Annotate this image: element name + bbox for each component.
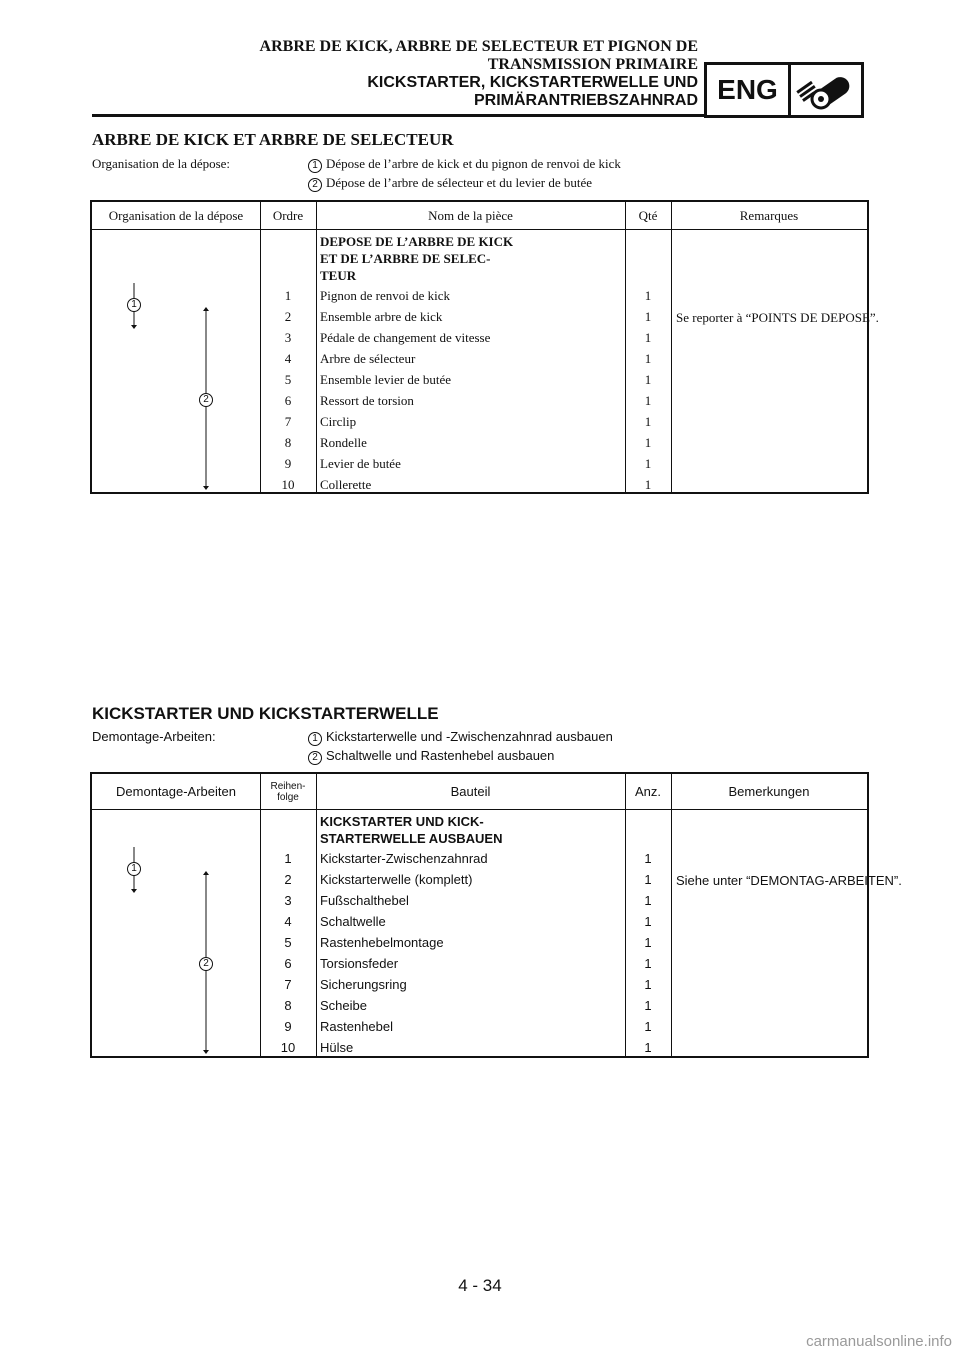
row-part-name: Levier de butée — [320, 456, 401, 471]
row-quantity: 1 — [644, 998, 652, 1013]
col-header-line: Reihen- — [270, 780, 306, 792]
col-header: Qté — [638, 207, 658, 223]
row-part-name: Sicherungsring — [320, 977, 407, 992]
table-header — [92, 202, 867, 230]
group-title-line: KICKSTARTER UND KICK- — [320, 814, 484, 829]
header-line-4: PRIMÄRANTRIEBSZAHNRAD — [474, 92, 698, 109]
group-title-line: DEPOSE DE L’ARBRE DE KICK — [320, 234, 514, 249]
row-quantity: 1 — [644, 935, 652, 950]
row-order: 1 — [284, 288, 292, 303]
col-header-line: folge — [277, 791, 299, 803]
row-order: 8 — [284, 998, 292, 1013]
row-order: 2 — [284, 872, 292, 887]
row-order: 9 — [284, 1019, 292, 1034]
header-line-3: KICKSTARTER, KICKSTARTERWELLE UND — [367, 74, 698, 91]
row-quantity: 1 — [644, 372, 652, 387]
step-marker-2: 2 — [199, 393, 213, 407]
step-marker-2: 2 — [308, 751, 322, 765]
row-part-name: Scheibe — [320, 998, 367, 1013]
engine-piston-icon — [791, 65, 861, 115]
group-title — [320, 233, 513, 284]
table-body — [92, 229, 879, 492]
org-item-text: Kickstarterwelle und -Zwischenzahnrad ausbauen — [326, 729, 613, 744]
row-part-name: Kickstarterwelle (komplett) — [320, 872, 473, 887]
org-item — [308, 727, 613, 746]
row-order: 8 — [284, 435, 292, 450]
row-quantity: 1 — [644, 288, 652, 303]
col-header: Nom de la pièce — [428, 207, 513, 223]
watermark: carmanualsonline.info — [806, 1333, 952, 1350]
row-order: 6 — [284, 393, 292, 408]
col-header: Demontage-Arbeiten — [116, 784, 236, 799]
col-header: Remarques — [739, 207, 799, 223]
row-part-name: Arbre de sélecteur — [320, 351, 416, 366]
col-header: Ordre — [272, 207, 304, 223]
row-part-name: Kickstarter-Zwischenzahnrad — [320, 851, 488, 866]
row-part-name: Collerette — [320, 477, 372, 492]
row-quantity: 1 — [644, 393, 652, 408]
org-item — [308, 746, 613, 765]
row-order: 9 — [284, 456, 292, 471]
table-body — [92, 809, 902, 1056]
header-title — [260, 38, 698, 110]
row-quantity: 1 — [644, 351, 652, 366]
row-part-name: Pignon de renvoi de kick — [320, 288, 450, 303]
row-quantity: 1 — [644, 977, 652, 992]
row-quantity: 1 — [644, 477, 652, 492]
org-items-de — [308, 727, 613, 765]
org-summary-de — [92, 727, 872, 767]
header-line-2: TRANSMISSION PRIMAIRE — [487, 56, 698, 73]
step-marker-1: 1 — [308, 159, 322, 173]
row-part-name: Ressort de torsion — [320, 393, 414, 408]
org-summary-fr — [92, 154, 872, 194]
row-quantity: 1 — [644, 1040, 652, 1055]
header-rule — [92, 114, 704, 117]
row-order: 4 — [284, 914, 292, 929]
row-order: 3 — [284, 893, 292, 908]
group-title-line: ET DE L’ARBRE DE SELEC- — [320, 251, 491, 266]
section-title-de: KICKSTARTER UND KICKSTARTERWELLE — [92, 704, 439, 723]
group-title-line: STARTERWELLE AUSBAUEN — [320, 831, 503, 846]
step-marker-1: 1 — [127, 298, 141, 312]
parts-table-fr — [90, 200, 879, 494]
row-quantity: 1 — [644, 851, 652, 866]
row-quantity: 1 — [644, 1019, 652, 1034]
row-order: 5 — [284, 935, 292, 950]
eng-label: ENG — [707, 65, 791, 115]
sequence-arrows — [92, 809, 260, 1056]
org-items-fr — [308, 154, 621, 192]
sequence-arrows — [92, 229, 260, 492]
table-header — [92, 774, 867, 810]
row-order: 10 — [281, 477, 295, 492]
row-part-name: Torsionsfeder — [320, 956, 399, 971]
row-part-name: Pédale de changement de vitesse — [320, 330, 491, 345]
row-part-name: Hülse — [320, 1040, 354, 1055]
group-title-line: TEUR — [320, 268, 357, 283]
col-header: Organisation de la dépose — [108, 207, 244, 223]
page-header — [0, 0, 960, 125]
eng-badge — [704, 62, 864, 118]
row-order: 7 — [284, 414, 292, 429]
row-order: 2 — [284, 309, 292, 324]
row-part-name: Fußschalthebel — [320, 893, 409, 908]
org-item — [308, 173, 621, 192]
row-part-name: Rastenhebelmontage — [320, 935, 444, 950]
row-part-name: Rondelle — [320, 435, 367, 450]
parts-table-de — [90, 772, 902, 1058]
row-order: 7 — [284, 977, 292, 992]
row-quantity: 1 — [644, 872, 652, 887]
row-quantity: 1 — [644, 309, 652, 324]
row-quantity: 1 — [644, 414, 652, 429]
row-part-name: Rastenhebel — [320, 1019, 393, 1034]
header-line-1: ARBRE DE KICK, ARBRE DE SELECTEUR ET PIGNON DE — [259, 38, 698, 55]
row-part-name: Ensemble levier de butée — [320, 372, 452, 387]
col-header: Bauteil — [450, 784, 491, 799]
row-order: 10 — [280, 1040, 296, 1055]
row-part-name: Schaltwelle — [320, 914, 386, 929]
row-order: 6 — [284, 956, 292, 971]
org-label-fr: Organisation de la dépose: — [92, 156, 231, 171]
row-quantity: 1 — [644, 330, 652, 345]
row-quantity: 1 — [644, 893, 652, 908]
row-quantity: 1 — [644, 914, 652, 929]
step-marker-2: 2 — [308, 178, 322, 192]
col-header: Bemerkungen — [728, 784, 810, 799]
col-header: Anz. — [634, 784, 661, 799]
page-number: 4 - 34 — [458, 1276, 502, 1295]
row-quantity: 1 — [644, 435, 652, 450]
org-item-text: Schaltwelle und Rastenhebel ausbauen — [326, 748, 555, 763]
section-title-fr: ARBRE DE KICK ET ARBRE DE SELECTEUR — [92, 130, 454, 149]
row-part-name: Circlip — [320, 414, 357, 429]
org-item-text: Dépose de l’arbre de kick et du pignon de renvoi de kick — [326, 156, 621, 171]
org-item-text: Dépose de l’arbre de sélecteur et du levier de butée — [326, 175, 593, 190]
step-marker-1: 1 — [127, 862, 141, 876]
remark-text: Se reporter à “POINTS DE DEPOSE”. — [676, 310, 879, 325]
row-part-name: Ensemble arbre de kick — [320, 309, 443, 324]
col-header — [260, 774, 316, 809]
row-quantity: 1 — [644, 456, 652, 471]
org-item — [308, 154, 621, 173]
step-marker-2: 2 — [199, 957, 213, 971]
remark-text: Siehe unter “DEMONTAG-ARBEITEN”. — [676, 873, 902, 888]
org-label-de: Demontage-Arbeiten: — [92, 729, 216, 744]
row-order: 4 — [284, 351, 292, 366]
row-order: 3 — [284, 330, 292, 345]
row-order: 1 — [284, 851, 292, 866]
step-marker-1: 1 — [308, 732, 322, 746]
row-order: 5 — [284, 372, 292, 387]
row-quantity: 1 — [644, 956, 652, 971]
group-title — [320, 813, 502, 847]
